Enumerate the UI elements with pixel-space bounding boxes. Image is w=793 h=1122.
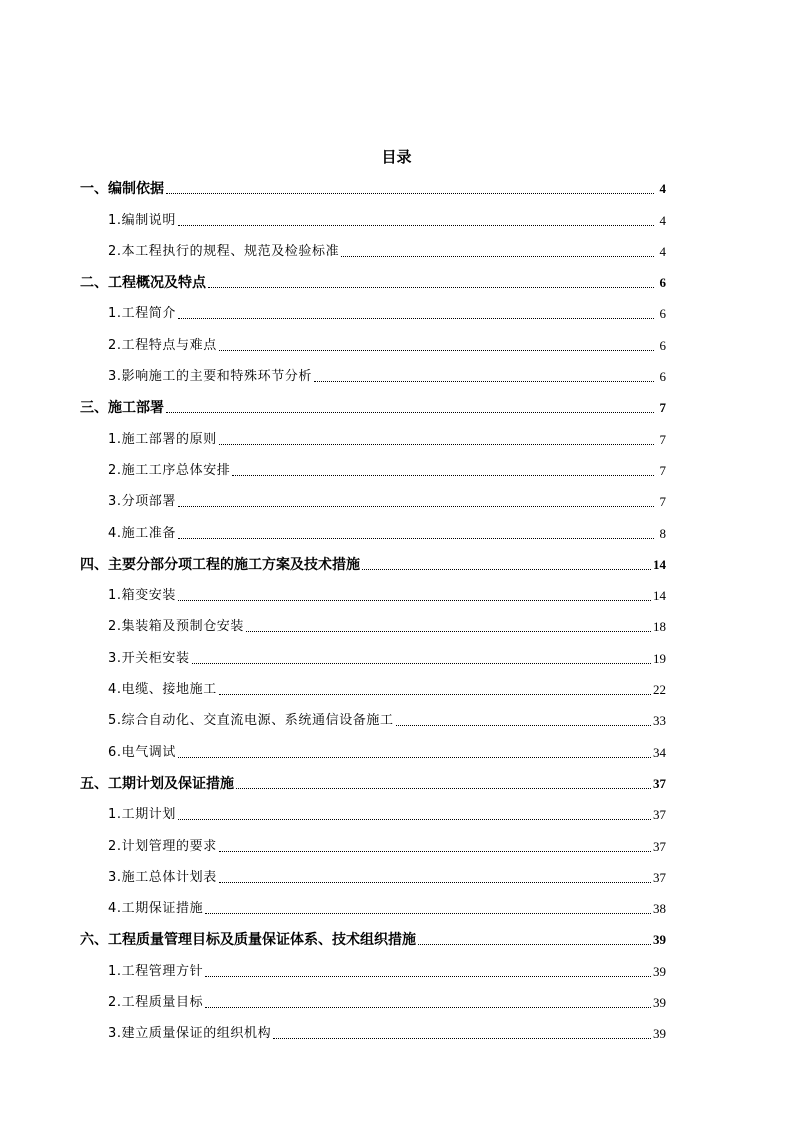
toc-section-entry[interactable] xyxy=(80,922,666,953)
toc-entry-page-number: 6 xyxy=(659,306,666,322)
toc-subsection-entry[interactable] xyxy=(80,296,666,327)
toc-dot-leader xyxy=(219,693,651,695)
toc-subsection-entry[interactable] xyxy=(80,609,666,640)
toc-dot-leader xyxy=(362,568,651,570)
toc-entry-page-number: 6 xyxy=(659,337,666,353)
toc-entry-page-number: 4 xyxy=(659,243,666,259)
toc-entry-page-number: 33 xyxy=(653,713,666,729)
toc-section-entry[interactable] xyxy=(80,766,666,797)
toc-entry-label: 4.施工准备 xyxy=(108,525,177,541)
toc-section-entry[interactable] xyxy=(80,547,666,578)
toc-subsection-entry[interactable] xyxy=(80,953,666,984)
toc-entry-label: 4.电缆、接地施工 xyxy=(108,682,217,698)
toc-entry-label: 1.箱变安装 xyxy=(108,588,177,604)
toc-entry-label: 一、编制依据 xyxy=(80,181,164,198)
toc-subsection-entry[interactable] xyxy=(80,1016,666,1047)
toc-subsection-entry[interactable] xyxy=(80,828,666,859)
toc-entry-page-number: 37 xyxy=(653,838,666,854)
toc-dot-leader xyxy=(219,881,651,883)
toc-dot-leader xyxy=(178,317,654,319)
toc-entry-page-number: 39 xyxy=(653,1026,666,1042)
toc-dot-leader xyxy=(219,850,651,852)
toc-dot-leader xyxy=(178,599,651,601)
toc-dot-leader xyxy=(273,1037,651,1039)
toc-entry-label: 3.分项部署 xyxy=(108,494,177,510)
toc-subsection-entry[interactable] xyxy=(80,860,666,891)
toc-subsection-entry[interactable] xyxy=(80,672,666,703)
toc-dot-leader xyxy=(246,630,651,632)
toc-dot-leader xyxy=(418,943,651,945)
toc-dot-leader xyxy=(232,474,654,476)
toc-entry-label: 2.计划管理的要求 xyxy=(108,838,217,854)
toc-entry-page-number: 39 xyxy=(653,932,666,948)
toc-entry-label: 1.编制说明 xyxy=(108,212,177,228)
toc-entry-label: 2.集装箱及预制仓安装 xyxy=(108,619,245,635)
toc-title: 目录 xyxy=(381,148,412,166)
toc-entry-page-number: 37 xyxy=(653,775,666,791)
toc-subsection-entry[interactable] xyxy=(80,703,666,734)
toc-subsection-entry[interactable] xyxy=(80,734,666,765)
toc-dot-leader xyxy=(205,975,651,977)
toc-subsection-entry[interactable] xyxy=(80,421,666,452)
toc-subsection-entry[interactable] xyxy=(80,234,666,265)
toc-section-entry[interactable] xyxy=(80,390,666,421)
toc-dot-leader xyxy=(178,537,654,539)
toc-dot-leader xyxy=(166,192,654,194)
toc-subsection-entry[interactable] xyxy=(80,578,666,609)
toc-entry-label: 1.工期计划 xyxy=(108,807,177,823)
toc-dot-leader xyxy=(192,662,651,664)
toc-entry-label: 1.工程简介 xyxy=(108,306,177,322)
toc-entry-page-number: 8 xyxy=(659,525,666,541)
toc-entry-label: 三、施工部署 xyxy=(80,400,164,417)
toc-entry-page-number: 14 xyxy=(653,588,666,604)
toc-entry-page-number: 37 xyxy=(653,869,666,885)
toc-entry-page-number: 22 xyxy=(653,682,666,698)
toc-entry-page-number: 37 xyxy=(653,807,666,823)
toc-entry-label: 六、工程质量管理目标及质量保证体系、技术组织措施 xyxy=(80,932,416,949)
toc-subsection-entry[interactable] xyxy=(80,515,666,546)
toc-subsection-entry[interactable] xyxy=(80,202,666,233)
toc-dot-leader xyxy=(396,724,651,726)
toc-entry-page-number: 6 xyxy=(659,275,666,291)
toc-entry-page-number: 6 xyxy=(659,369,666,385)
toc-subsection-entry[interactable] xyxy=(80,640,666,671)
toc-entry-label: 3.开关柜安装 xyxy=(108,650,190,666)
toc-entry-label: 3.影响施工的主要和特殊环节分析 xyxy=(108,369,313,385)
toc-list xyxy=(80,171,666,1047)
toc-dot-leader xyxy=(178,224,654,226)
toc-dot-leader xyxy=(236,787,651,789)
toc-entry-label: 2.本工程执行的规程、规范及检验标准 xyxy=(108,243,340,259)
toc-entry-label: 3.建立质量保证的组织机构 xyxy=(108,1026,272,1042)
toc-entry-label: 3.施工总体计划表 xyxy=(108,869,217,885)
toc-entry-label: 2.工程特点与难点 xyxy=(108,337,217,353)
toc-entry-page-number: 7 xyxy=(659,494,666,510)
toc-entry-page-number: 7 xyxy=(659,462,666,478)
toc-dot-leader xyxy=(314,380,654,382)
toc-entry-page-number: 7 xyxy=(659,431,666,447)
toc-entry-page-number: 19 xyxy=(653,650,666,666)
toc-dot-leader xyxy=(178,505,654,507)
toc-entry-page-number: 34 xyxy=(653,744,666,760)
toc-subsection-entry[interactable] xyxy=(80,484,666,515)
toc-subsection-entry[interactable] xyxy=(80,985,666,1016)
toc-subsection-entry[interactable] xyxy=(80,453,666,484)
toc-dot-leader xyxy=(166,411,654,413)
toc-entry-label: 1.工程管理方针 xyxy=(108,963,204,979)
toc-section-entry[interactable] xyxy=(80,171,666,202)
toc-dot-leader xyxy=(208,286,654,288)
toc-dot-leader xyxy=(341,255,654,257)
toc-entry-page-number: 18 xyxy=(653,619,666,635)
toc-entry-page-number: 4 xyxy=(659,181,666,197)
toc-entry-page-number: 14 xyxy=(653,556,666,572)
toc-section-entry[interactable] xyxy=(80,265,666,296)
toc-entry-page-number: 39 xyxy=(653,995,666,1011)
toc-entry-page-number: 39 xyxy=(653,963,666,979)
toc-subsection-entry[interactable] xyxy=(80,327,666,358)
toc-entry-label: 1.施工部署的原则 xyxy=(108,431,217,447)
toc-entry-label: 二、工程概况及特点 xyxy=(80,275,206,292)
toc-subsection-entry[interactable] xyxy=(80,797,666,828)
toc-entry-label: 4.工期保证措施 xyxy=(108,901,204,917)
toc-entry-label: 四、主要分部分项工程的施工方案及技术措施 xyxy=(80,556,360,573)
toc-entry-page-number: 7 xyxy=(659,400,666,416)
toc-entry-page-number: 4 xyxy=(659,212,666,228)
toc-entry-label: 2.施工工序总体安排 xyxy=(108,462,231,478)
toc-entry-label: 2.工程质量目标 xyxy=(108,995,204,1011)
toc-dot-leader xyxy=(205,1006,651,1008)
toc-dot-leader xyxy=(178,756,651,758)
toc-subsection-entry[interactable] xyxy=(80,891,666,922)
toc-dot-leader xyxy=(205,912,651,914)
toc-dot-leader xyxy=(219,443,654,445)
toc-entry-page-number: 38 xyxy=(653,901,666,917)
toc-dot-leader xyxy=(219,349,654,351)
toc-entry-label: 5.综合自动化、交直流电源、系统通信设备施工 xyxy=(108,713,394,729)
toc-entry-label: 五、工期计划及保证措施 xyxy=(80,775,234,792)
toc-entry-label: 6.电气调试 xyxy=(108,744,177,760)
toc-dot-leader xyxy=(178,818,651,820)
toc-subsection-entry[interactable] xyxy=(80,359,666,390)
